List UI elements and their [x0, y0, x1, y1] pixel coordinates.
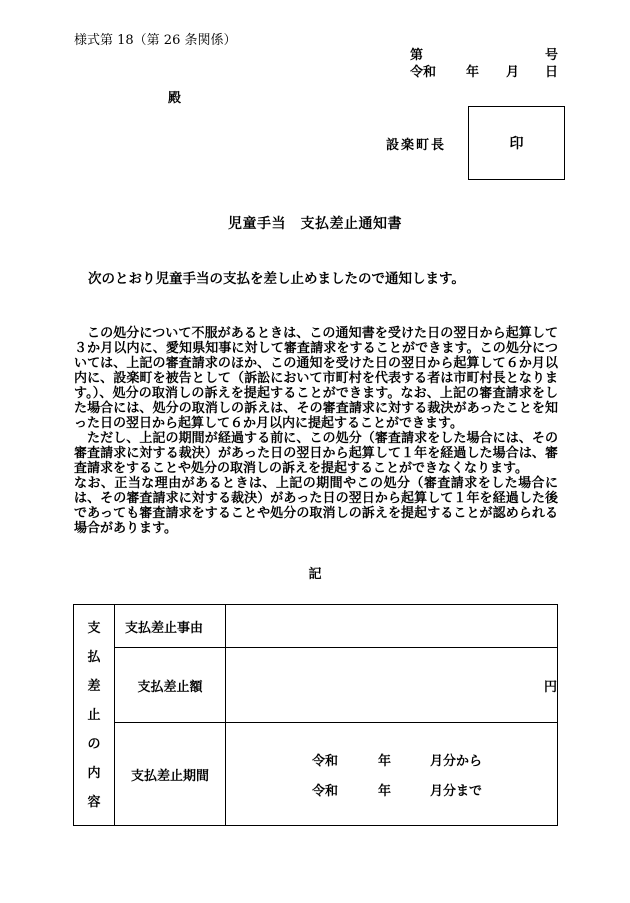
notice-paragraph: ただし、上記の期間が経過する前に、この処分（審査請求をした場合には、その審査請求に対する裁決）があった日の翌日から起算して１年を経過した場合は、審査請求をすることや処分の取消しの訴えを提起することができなくなります。 [74, 431, 558, 476]
period-from: 令和 年 月分から [312, 753, 483, 769]
amount-value-cell[interactable] [226, 648, 558, 723]
date-era: 令和 [410, 65, 437, 80]
notice-paragraph: この処分について不服があるときは、この通知書を受けた日の翌日から起算して３か月以内に、愛知県知事に対して審査請求をすることができます。この処分については、上記の審査請求のほか、この通知を受けた日の翌日から起算して６か月以内に、設楽町を被告として（訴訟において市町村を代表する者は市町村長となります。）、処分の取消しの訴えを提起することができます。なお、上記の審査請求をした場合には、処分の取消しの訴えは、その審査請求に対する裁決があったことを知った日の翌日から起算して６か月以内に提起することができます。 [74, 326, 558, 431]
date-day-label: 日 [545, 65, 559, 80]
reason-value-cell[interactable] [226, 605, 558, 648]
period-to: 令和 年 月分まで [312, 783, 483, 799]
sender-name: 設楽町長 [386, 138, 447, 153]
document-number-prefix: 第 [410, 48, 424, 63]
form-number-label: 様式第 18（第 26 条関係） [74, 33, 237, 48]
amount-label: 支払差止額 [115, 648, 226, 723]
addressee-honorific: 殿 [168, 91, 182, 106]
seal-box [468, 106, 565, 180]
date-year-label: 年 [466, 65, 480, 80]
intro-text: 次のとおり児童手当の支払を差し止めましたので通知します。 [88, 271, 465, 287]
seal-label: 印 [509, 136, 524, 152]
document-title: 児童手当 支払差止通知書 [228, 216, 402, 232]
reason-label: 支払差止事由 [115, 605, 226, 648]
period-label: 支払差止期間 [115, 723, 226, 826]
amount-unit: 円 [543, 679, 557, 695]
suspension-details-table [73, 604, 558, 826]
appeal-notice [74, 326, 558, 536]
side-heading: 支 払 差 止 の 内 容 [74, 605, 115, 826]
notice-paragraph: なお、正当な理由があるときは、上記の期間やこの処分（審査請求をした場合には、その審査請求に対する裁決）があった日の翌日から起算して１年を経過した後であっても審査請求をすることや処分の取消しの訴えを提起することが認められる場合があります。 [74, 476, 558, 536]
ki-heading: 記 [308, 567, 322, 582]
document-number-suffix: 号 [545, 48, 559, 63]
period-value-cell[interactable] [226, 723, 558, 826]
date-month-label: 月 [506, 65, 520, 80]
